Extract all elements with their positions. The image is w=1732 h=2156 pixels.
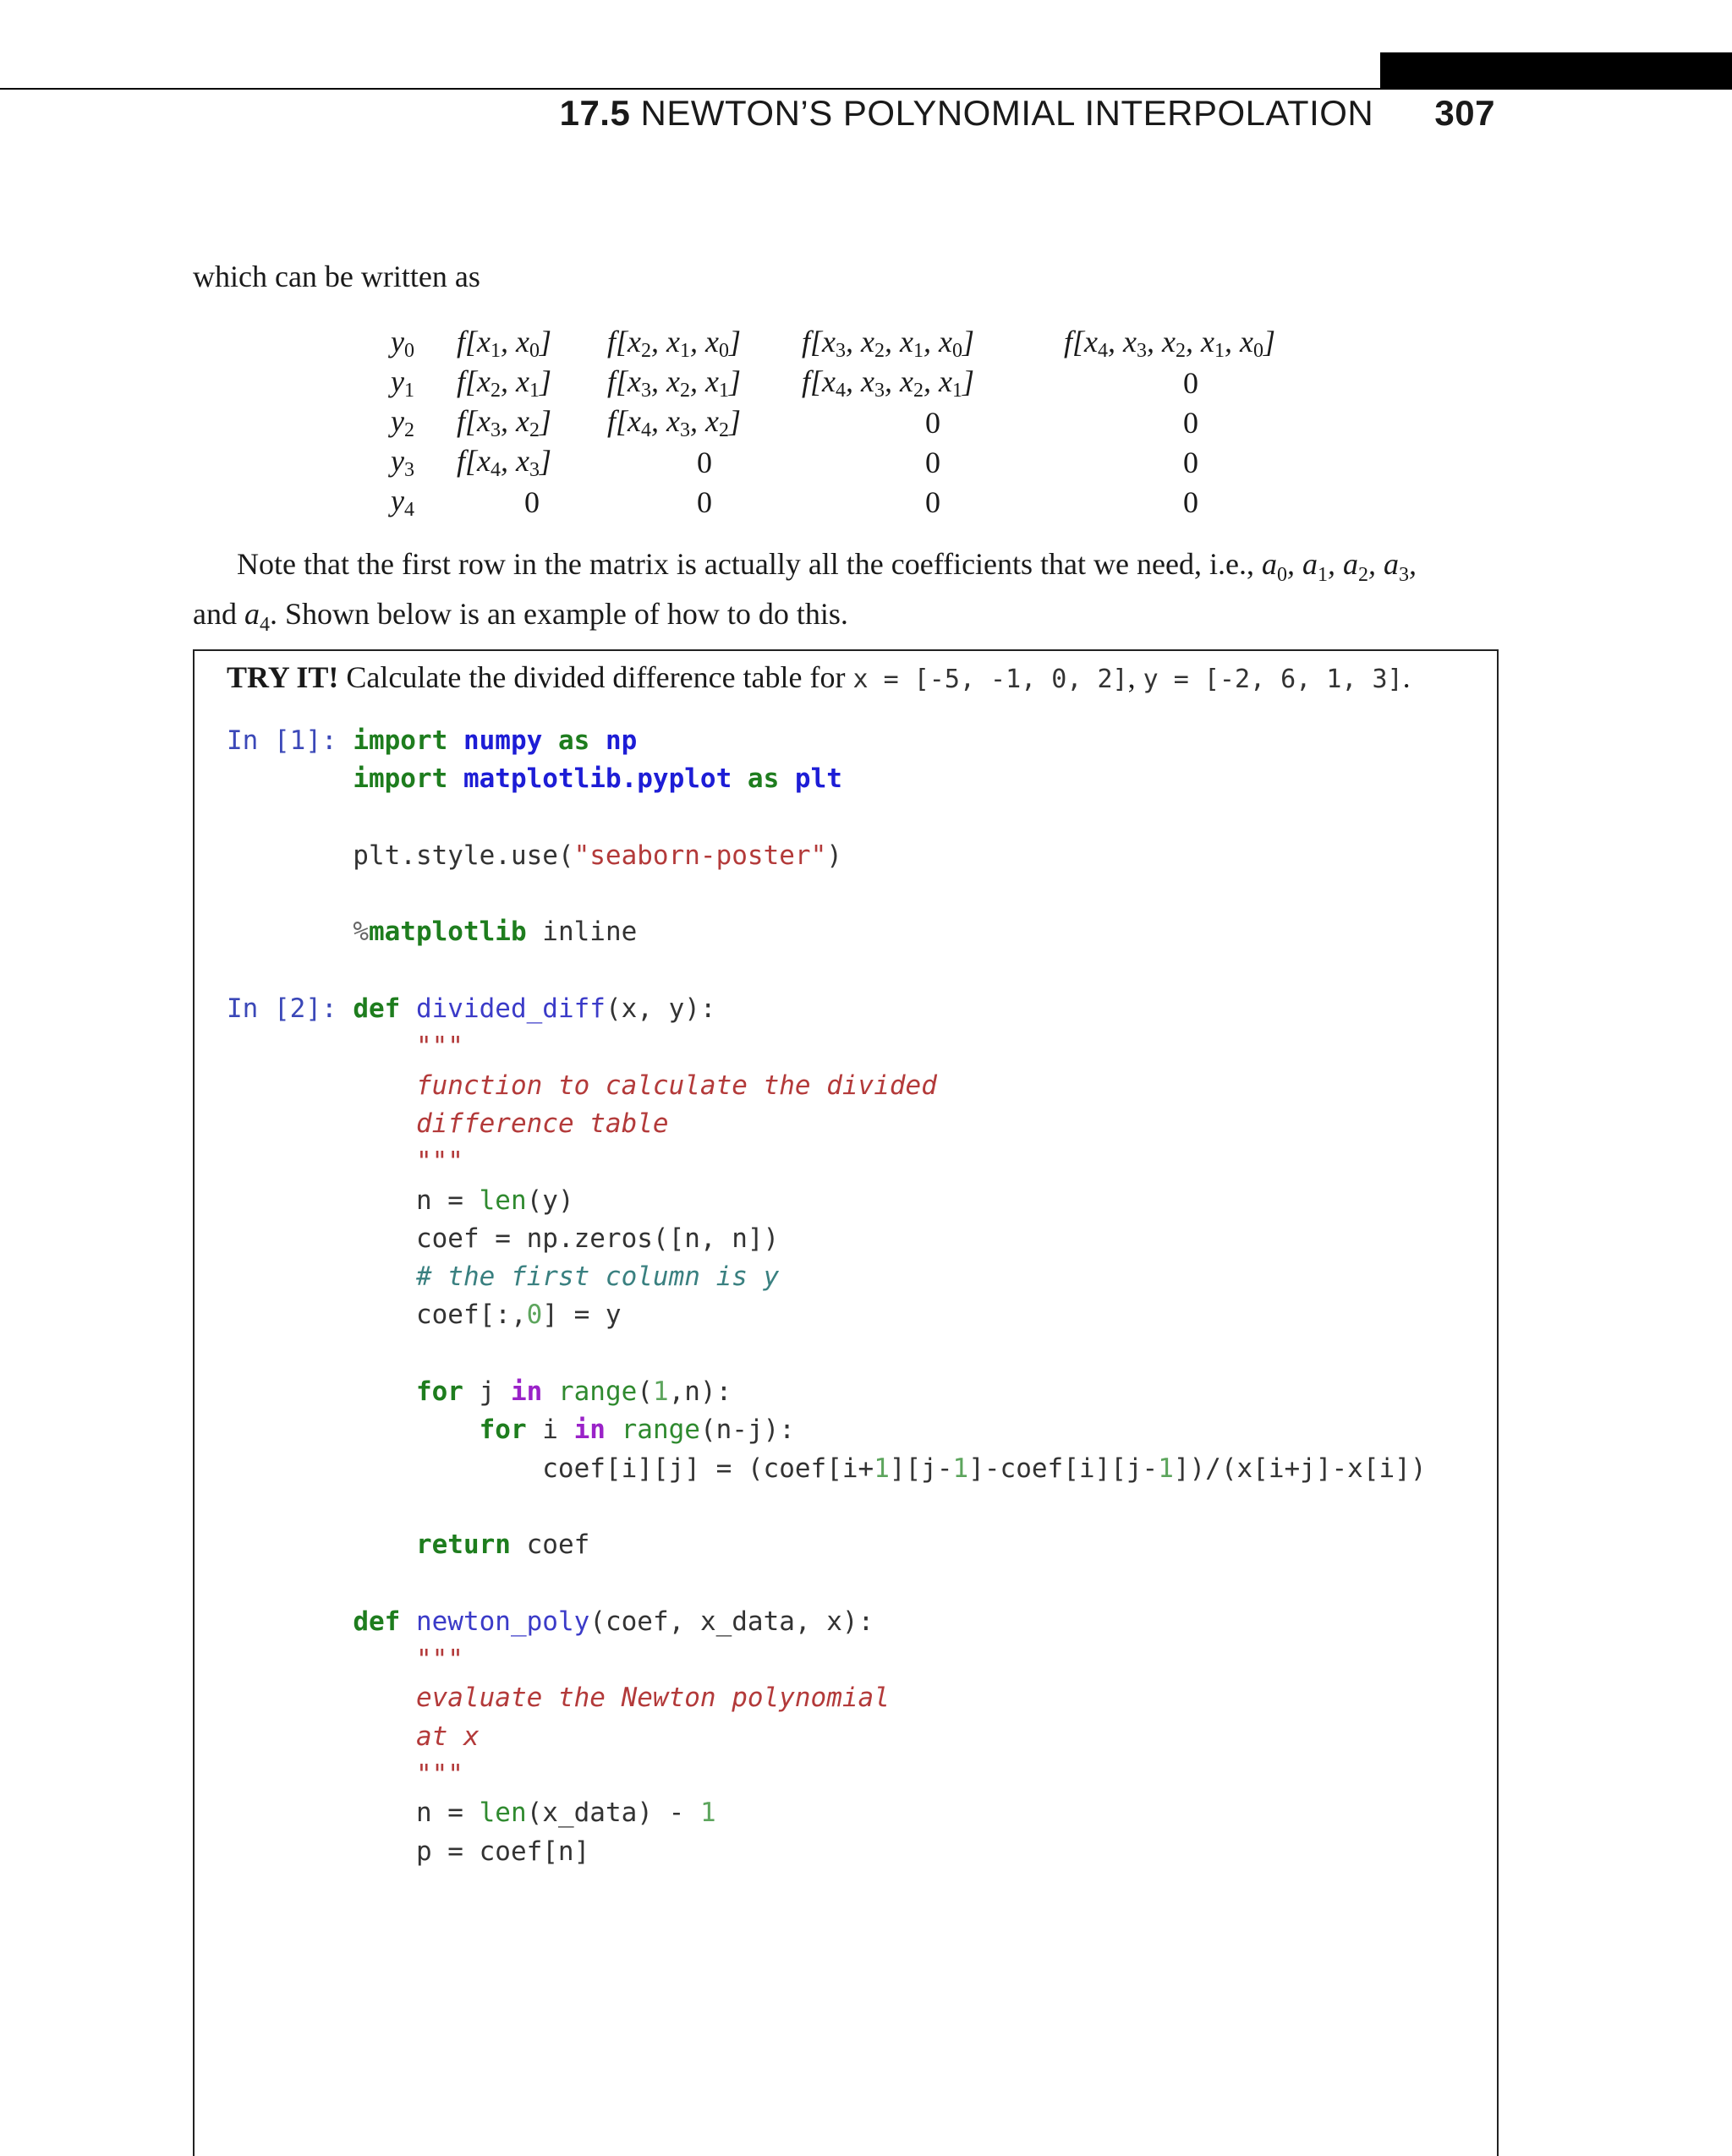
code-line: p = coef[n] [227, 1836, 590, 1867]
try-it-box [193, 649, 1499, 2156]
code-line: %matplotlib inline [353, 917, 638, 948]
matrix-row [391, 323, 1318, 363]
matrix-cell: $y_1$ [391, 364, 414, 402]
matrix-cell: 0 [1183, 365, 1198, 400]
matrix-cell: $f[x_4$, $x_3$, $x_2$, $x_1$] [802, 364, 974, 402]
matrix-row [391, 442, 1318, 482]
code-line: # the first column is y [415, 1261, 780, 1293]
running-head [560, 93, 1495, 134]
code-line: at x [415, 1721, 480, 1752]
code-line: """ [415, 1644, 463, 1676]
matrix-cell: $f[x_4$, $x_3$] [457, 443, 551, 481]
lead-text: which can be written as [193, 260, 480, 293]
note-part2: and [193, 597, 244, 632]
code-line: coef = np.zeros([n, n]) [227, 1223, 780, 1254]
matrix-cell: $f[x_3$, $x_2$, $x_1$, $x_0$] [802, 324, 974, 362]
matrix-cell: $y_2$ [391, 403, 414, 441]
code-line [227, 1335, 1426, 1373]
note-part3: . Shown below is an example of how to do this. [269, 597, 848, 632]
matrix-row [391, 402, 1318, 442]
matrix-table [391, 323, 1318, 522]
code-line: for j in range(1,n): [415, 1376, 732, 1408]
matrix-cell: 0 [1183, 405, 1198, 440]
code-line: import matplotlib.pyplot as plt [353, 763, 842, 795]
code-line: In [2]: def divided_diff(x, y): [227, 993, 716, 1025]
note-coefs: $a_0$, $a_1$, $a_2$, $a_3$, [1261, 547, 1417, 587]
matrix-cell: 0 [925, 445, 940, 479]
code-line: coef[:,0] = y [227, 1300, 622, 1331]
matrix-cell: $y_4$ [391, 483, 414, 521]
try-it-text: Calculate the divided difference table for [338, 660, 853, 694]
section-number: 17.5 [559, 93, 631, 133]
code-line: for i in range(n-j): [479, 1415, 795, 1446]
code-line: plt.style.use("seaborn-poster") [227, 840, 842, 871]
code-line: return coef [415, 1529, 590, 1561]
code-line: def newton_poly(coef, x_data, x): [353, 1606, 874, 1637]
try-it-end: . [1402, 660, 1411, 694]
code-line [227, 1565, 1426, 1603]
code-line: function to calculate the divided [415, 1070, 937, 1101]
code-line: """ [415, 1759, 463, 1791]
matrix-cell: 0 [1183, 484, 1198, 519]
matrix-cell: $f[x_3$, $x_2$] [457, 403, 551, 441]
try-it-x-code: x = [-5, -1, 0, 2] [852, 665, 1128, 694]
code-line: difference table [415, 1108, 669, 1139]
matrix-cell: 0 [1183, 445, 1198, 479]
matrix-cell: $f[x_1$, $x_0$] [457, 324, 551, 362]
matrix-row [391, 482, 1318, 522]
matrix-cell: $f[x_3$, $x_2$, $x_1$] [607, 364, 741, 402]
matrix-cell: $f[x_2$, $x_1$] [457, 364, 551, 402]
matrix-cell: 0 [925, 484, 940, 519]
try-it-label: TRY IT! [227, 660, 339, 694]
code-line [227, 952, 1426, 990]
code-line: In [1]: import numpy as np [227, 725, 638, 756]
code-line: """ [415, 1146, 463, 1178]
try-it-sep: , [1127, 660, 1143, 694]
code-line: evaluate the Newton polynomial [415, 1683, 890, 1714]
matrix-cell: $f[x_4$, $x_3$, $x_2$, $x_1$, $x_0$] [1064, 324, 1275, 362]
code-line: """ [415, 1031, 463, 1063]
code-line [227, 1488, 1426, 1526]
note-last-coef: $a_4$ [244, 597, 270, 637]
code-listing [227, 722, 1426, 1871]
matrix-cell: 0 [524, 484, 540, 519]
cell-prompt: In [2]: [227, 993, 354, 1025]
matrix-cell: $y_3$ [391, 443, 414, 481]
matrix-cell: 0 [697, 484, 712, 519]
matrix-cell: 0 [697, 445, 712, 479]
divided-difference-matrix [391, 323, 1318, 522]
code-line: n = len(y) [227, 1185, 574, 1216]
matrix-cell: $f[x_2$, $x_1$, $x_0$] [607, 324, 741, 362]
code-line: coef[i][j] = (coef[i+1][j-1]-coef[i][j-1])/(x[i+j]-x[i]) [227, 1453, 1427, 1484]
cell-prompt: In [1]: [227, 725, 354, 756]
section-title: NEWTON’S POLYNOMIAL INTERPOLATION [640, 93, 1374, 133]
header-rule [0, 88, 1732, 90]
matrix-cell: $f[x_4$, $x_3$, $x_2$] [607, 403, 741, 441]
page-number: 307 [1434, 93, 1495, 133]
matrix-cell: 0 [925, 405, 940, 440]
header-bar [1380, 52, 1732, 90]
matrix-row [391, 363, 1318, 402]
try-it-heading [227, 659, 1411, 695]
note-part1: Note that the first row in the matrix is actually all the coefficients that we need, i.e., [237, 547, 1262, 581]
note-paragraph [193, 544, 1546, 644]
code-line [227, 875, 1426, 913]
code-line [227, 799, 1426, 837]
code-line: n = len(x_data) - 1 [227, 1798, 716, 1829]
try-it-y-code: y = [-2, 6, 1, 3] [1143, 665, 1403, 694]
matrix-cell: $y_0$ [391, 324, 414, 362]
